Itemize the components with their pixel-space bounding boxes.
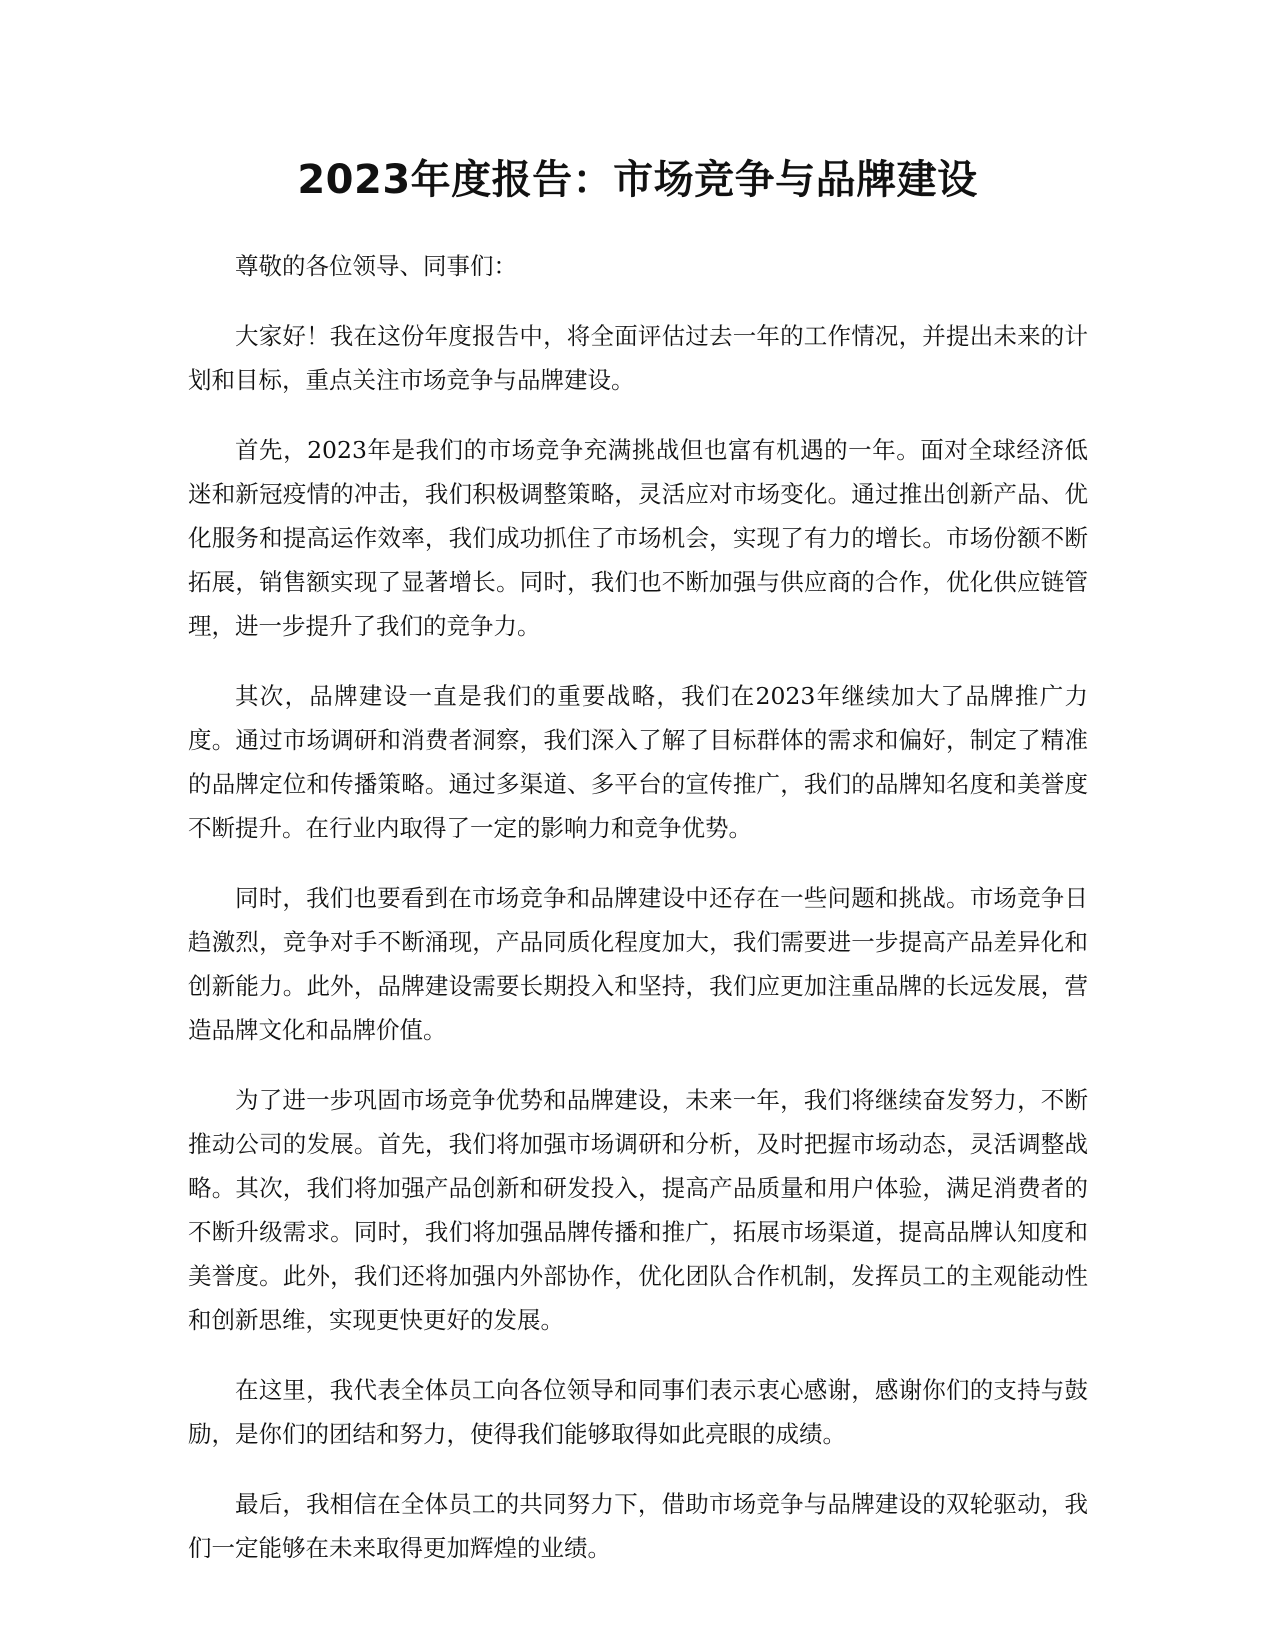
paragraph-market-competition: 首先，2023年是我们的市场竞争充满挑战但也富有机遇的一年。面对全球经济低迷和新冠疫情的冲击，我们积极调整策略，灵活应对市场变化。通过推出创新产品、优化服务和提高运作效率，我们成功抓住了市场机会，实现了有力的增长。市场份额不断拓展，销售额实现了显著增长。同时，我们也不断加强与供应商的合作，优化供应链管理，进一步提升了我们的竞争力。 bbox=[188, 436, 1088, 640]
paragraph-intro: 大家好！我在这份年度报告中，将全面评估过去一年的工作情况，并提出未来的计划和目标，重点关注市场竞争与品牌建设。 bbox=[188, 322, 1088, 394]
document-title: 2023年度报告：市场竞争与品牌建设 bbox=[297, 157, 978, 203]
paragraph-thanks: 在这里，我代表全体员工向各位领导和同事们表示衷心感谢，感谢你们的支持与鼓励，是你们的团结和努力，使得我们能够取得如此亮眼的成绩。 bbox=[188, 1376, 1088, 1448]
paragraph-future-plans: 为了进一步巩固市场竞争优势和品牌建设，未来一年，我们将继续奋发努力，不断推动公司的发展。首先，我们将加强市场调研和分析，及时把握市场动态，灵活调整战略。其次，我们将加强产品创新和研发投入，提高产品质量和用户体验，满足消费者的不断升级需求。同时，我们将加强品牌传播和推广，拓展市场渠道，提高品牌认知度和美誉度。此外，我们还将加强内外部协作，优化团队合作机制，发挥员工的主观能动性和创新思维，实现更快更好的发展。 bbox=[188, 1086, 1088, 1334]
paragraph-challenges: 同时，我们也要看到在市场竞争和品牌建设中还存在一些问题和挑战。市场竞争日趋激烈，竞争对手不断涌现，产品同质化程度加大，我们需要进一步提高产品差异化和创新能力。此外，品牌建设需要长期投入和坚持，我们应更加注重品牌的长远发展，营造品牌文化和品牌价值。 bbox=[188, 884, 1088, 1044]
paragraph-greeting: 尊敬的各位领导、同事们： bbox=[235, 252, 517, 280]
document-body bbox=[188, 244, 1088, 1596]
paragraph-brand-building: 其次，品牌建设一直是我们的重要战略，我们在2023年继续加大了品牌推广力度。通过市场调研和消费者洞察，我们深入了解了目标群体的需求和偏好，制定了精准的品牌定位和传播策略。通过多渠道、多平台的宣传推广，我们的品牌知名度和美誉度不断提升。在行业内取得了一定的影响力和竞争优势。 bbox=[188, 682, 1088, 842]
paragraph-closing: 最后，我相信在全体员工的共同努力下，借助市场竞争与品牌建设的双轮驱动，我们一定能够在未来取得更加辉煌的业绩。 bbox=[188, 1490, 1088, 1562]
